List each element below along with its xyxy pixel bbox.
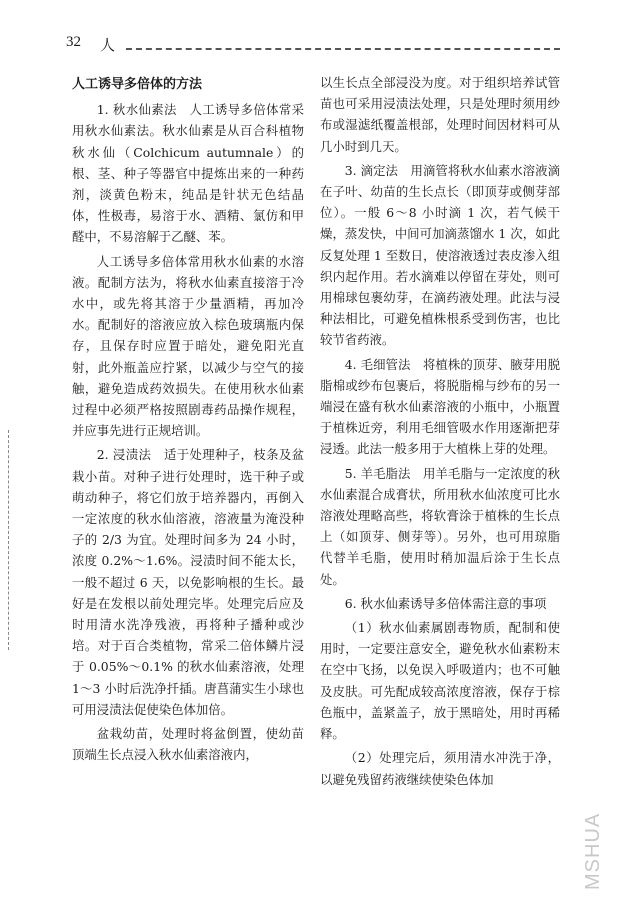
paragraph: 2. 浸渍法 适于处理种子，枝条及盆栽小苗。对种子进行处理时，选干种子或萌动种子，将它们放于培养器内，再倒入一定浓度的秋水仙溶液，溶液量为淹没种子的 2/3 为宜。处理时间多为 24 小时，浓度 0.2%～1.6%。浸渍时间不能太长，一般不超过 6 天，以免影响根的生长。最好是在发根以前处理完毕。处理完后应及时用清水洗净残液，再将种子播种或沙培。对于百合类植物，常采二倍体鳞片浸于 0.05%～0.1% 的秋水仙素溶液，处理 1～3 小时后洗净扦插。唐菖蒲实生小球也可用浸渍法促使染色体加倍。 xyxy=(72,447,304,717)
section-heading: 人工诱导多倍体的方法 xyxy=(72,77,203,92)
paragraph: （1）秋水仙素属剧毒物质，配制和使用时，一定要注意安全，避免秋水仙素粉末在空中飞扬，以免误入呼吸道内；也不可触及皮肤。可先配成较高浓度溶液，保存于棕色瓶中，盖紧盖子，放于黑暗处，用时再稀释。 xyxy=(320,620,560,742)
binding-mark xyxy=(8,430,10,650)
watermark: MSHUA xyxy=(582,812,604,890)
paragraph: 4. 毛细管法 将植株的顶芽、腋芽用脱脂棉或纱布包裹后，将脱脂棉与纱布的另一端浸在盛有秋水仙素溶液的小瓶中，小瓶置于植株近旁，利用毛细管吸水作用逐渐把芽浸透。此法一般多用于大植株上芽的处理。 xyxy=(320,356,560,457)
paragraph: 以生长点全部浸没为度。对于组织培养试管苗也可采用浸渍法处理，只是处理时须用纱布或湿滤纸覆盖根部，处理时间因材料可从几小时到几天。 xyxy=(320,75,560,154)
left-column xyxy=(72,72,304,769)
paragraph: 3. 滴定法 用滴管将秋水仙素水溶液滴在子叶、幼苗的生长点长（即顶芽或侧芽部位）。一般 6～8 小时滴 1 次，若气候干燥，蒸发快，中间可加滴蒸馏水 1 次，如此反复处理 1 至数日，使溶液透过表皮渗入组织内起作用。若水滴难以停留在芽处，则可用棉球包裹幼芽，在滴药液处理。此法与浸种法相比，可避免植株根系受到伤害，也比较节省药液。 xyxy=(320,162,560,348)
paragraph: 盆栽幼苗，处理时将盆倒置，使幼苗顶端生长点浸入秋水仙素溶液内， xyxy=(72,726,304,763)
subsection-heading: 6. 秋水仙素诱导多倍体需注意的事项 xyxy=(344,595,547,611)
paragraph: 人工诱导多倍体常用秋水仙素的水溶液。配制方法为，将秋水仙素直接溶于冷水中，或先将其溶于少量酒精，再加冷水。配制好的溶液应放入棕色玻璃瓶内保存，且保存时应置于暗处，避免阳光直射，此外瓶盖应拧紧，以减少与空气的接触，避免造成药效损失。在使用秋水仙素过程中必须严格按照剧毒药品操作规程，并应事先进行正规培训。 xyxy=(72,253,304,439)
paragraph: （2）处理完后，须用清水冲洗于净，以避免残留药液继续使染色体加 xyxy=(320,750,560,787)
running-title: 人 xyxy=(100,36,116,54)
right-column xyxy=(320,72,560,793)
header-rule xyxy=(126,48,560,50)
running-header xyxy=(66,34,560,60)
page-number: 32 xyxy=(66,34,81,50)
paragraph: 5. 羊毛脂法 用羊毛脂与一定浓度的秋水仙素混合成膏状，所用秋水仙浓度可比水溶液处理略高些，将软膏涂于植株的生长点上（如顶芽、侧芽等）。另外，也可用琼脂代替羊毛脂，使用时稍加温后涂于生长点处。 xyxy=(320,465,560,587)
paragraph: 1. 秋水仙素法 人工诱导多倍体常采用秋水仙素法。秋水仙素是从百合科植物秋水仙（Colchicum autumnale）的根、茎、种子等器官中提炼出来的一种药剂，淡黄色粉末，纯品是针状无色结晶体，性极毒，易溶于水、酒精、氯仿和甲醛中，不易溶解于乙醚、苯。 xyxy=(72,102,304,245)
